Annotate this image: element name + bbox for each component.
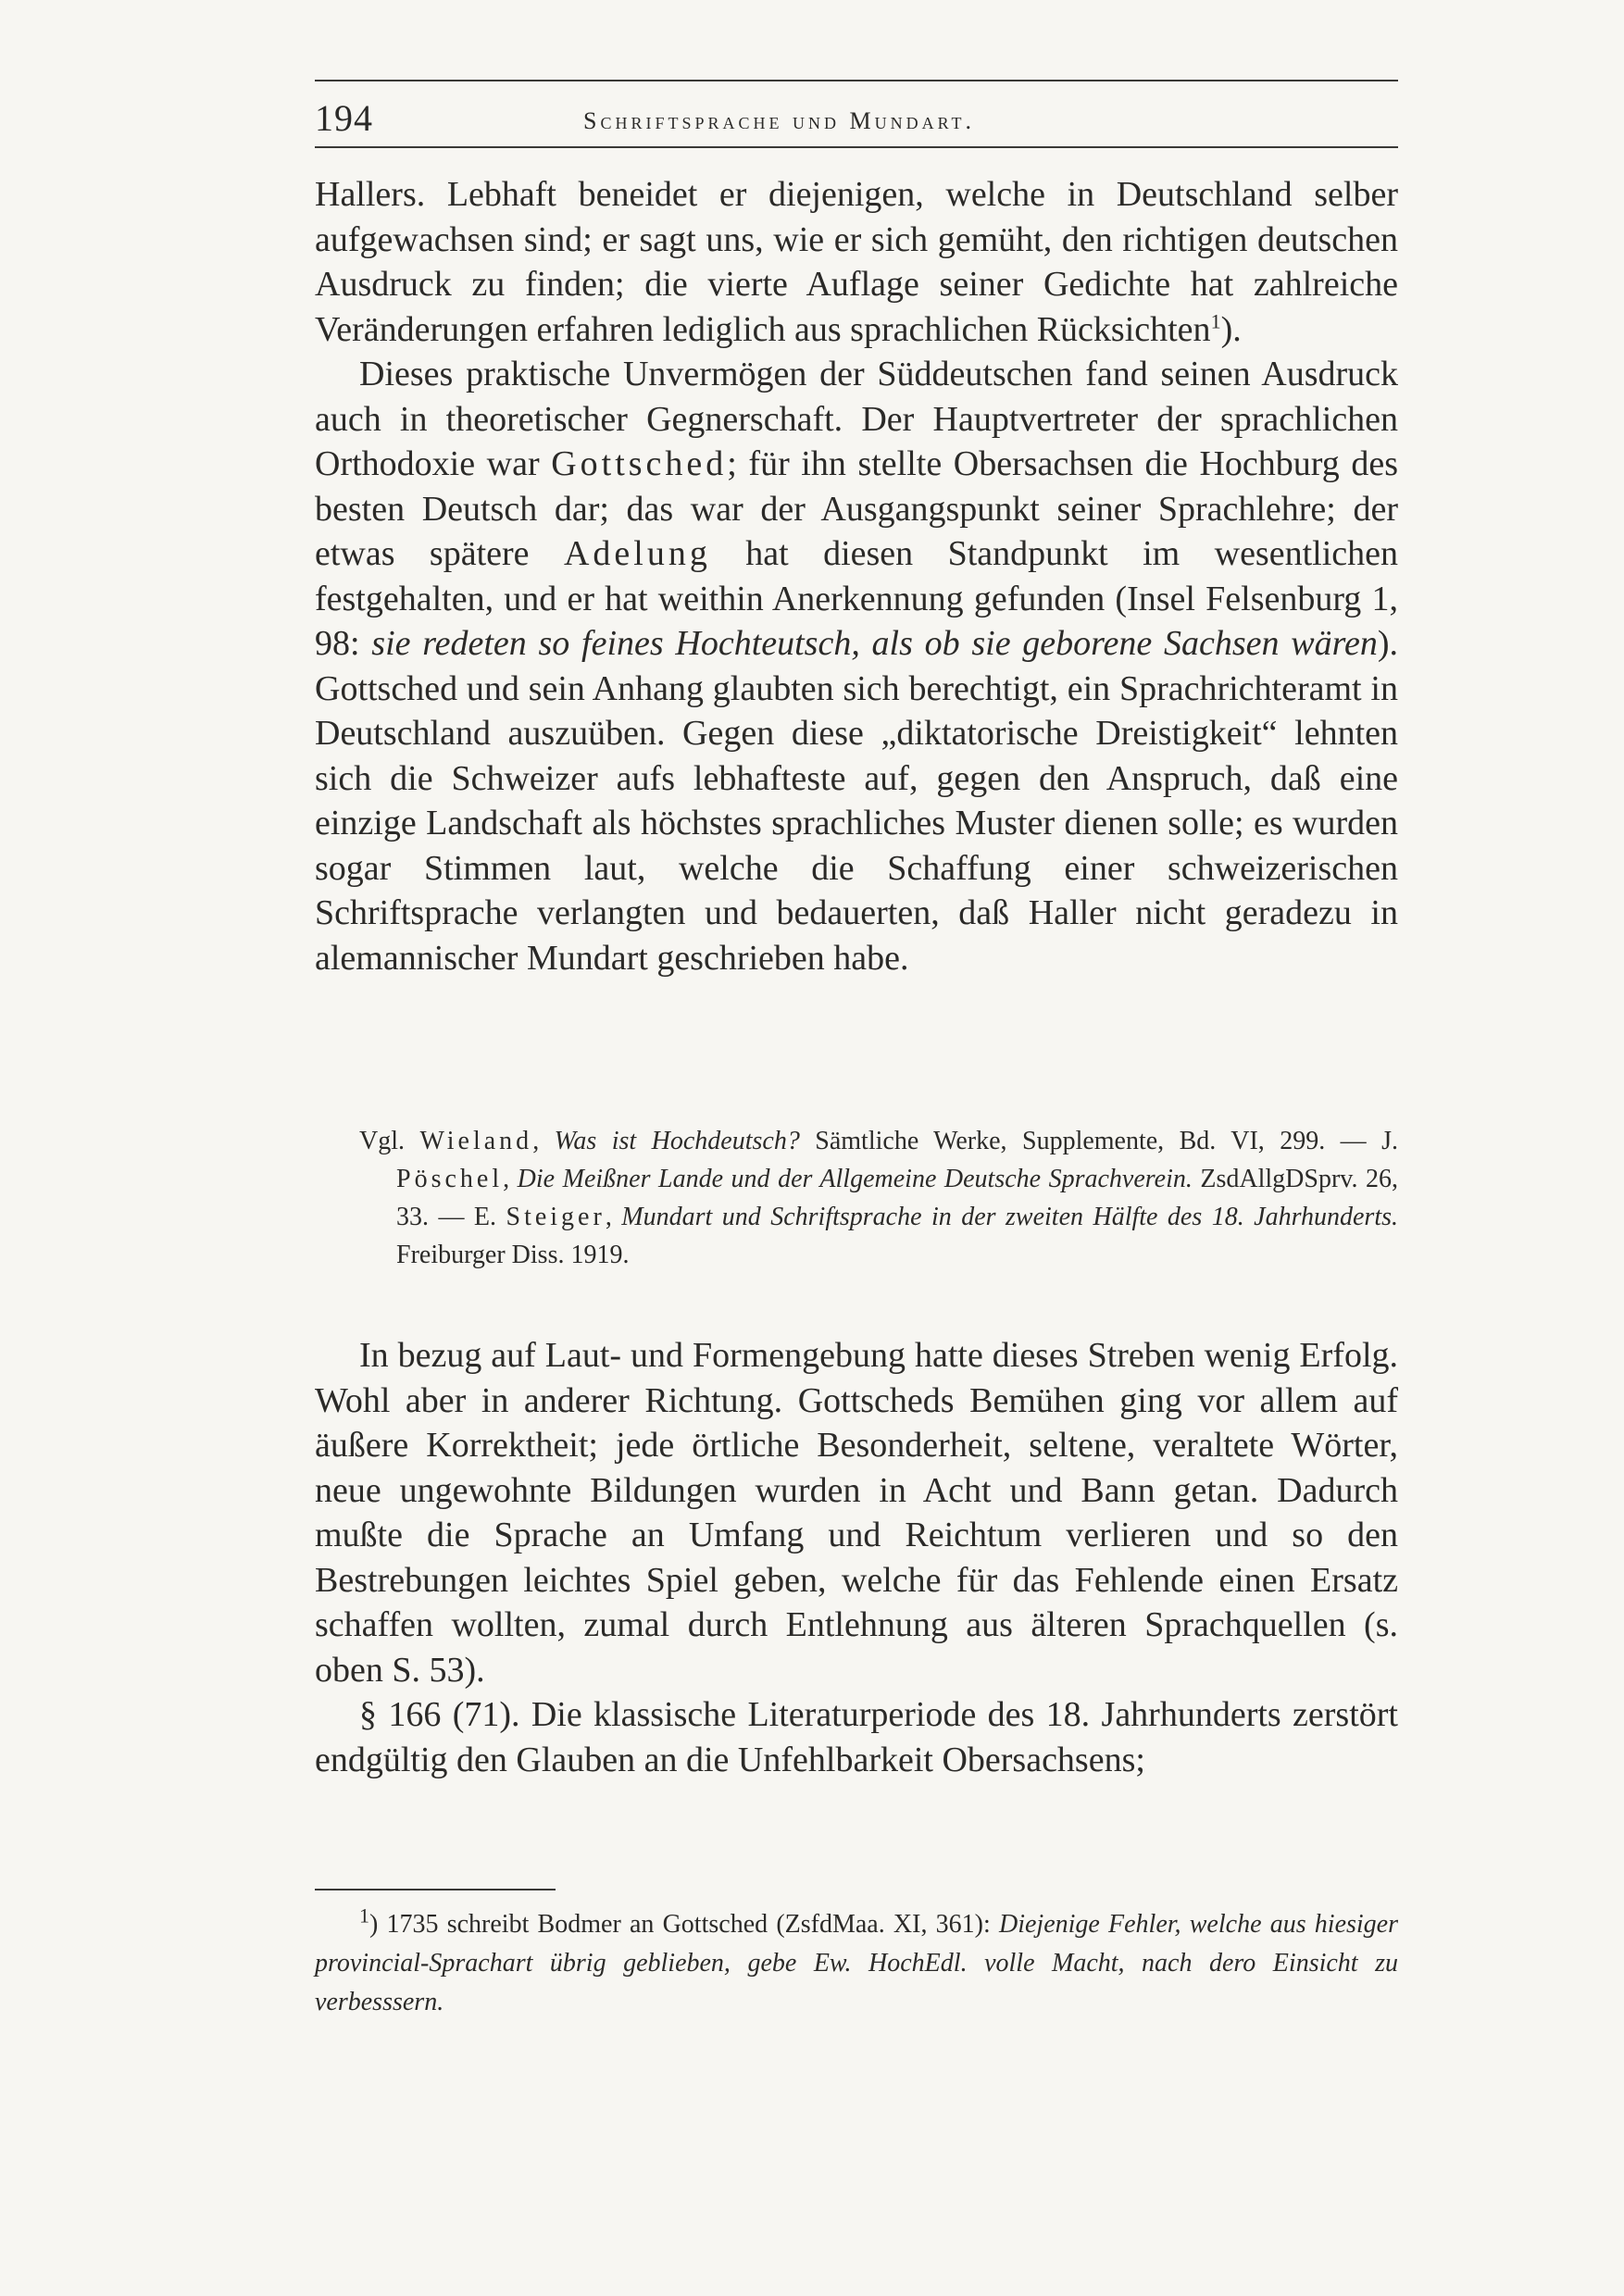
running-head	[315, 93, 1398, 141]
footnote: $^1$) 1735 schreibt Bodmer an Gottsched (ZsfdMaa. XI, 361): Diejenige Fehler, welche aus hiesiger provincial-Sprachart übrig geblieben, gebe Ew. HochEdl. volle Macht, nach dero Einsicht zu verbesssern.	[315, 1903, 1398, 2016]
name-gottsched: Gottsched	[551, 444, 728, 483]
paragraph-section-166: § 166 (71). Die klassische Literaturperiode des 18. Jahrhunderts zerstört endgültig den Glauben an die Unfehlbarkeit Obersachsens;	[315, 1695, 1398, 1779]
paragraph-gottsched: Dieses praktische Unvermögen der Süddeutschen fand seinen Ausdruck auch in theoretischer Gegnerschaft. Der Hauptvertreter der sprachlichen Orthodoxie war Gottsched; für ihn stellte Obersachsen die Hochburg des besten Deutsch dar; das war der Ausgangspunkt seiner Sprachlehre; der etwas spätere Adelung hat diesen Standpunkt im wesentlichen festgehalten, und er hat weithin Anerkennung gefunden (Insel Felsenburg 1, 98: sie redeten so feines Hochteutsch, als ob sie geborene Sachsen wären). Gottsched und sein Anhang glaubten sich berechtigt, ein Sprachrichteramt in Deutschland auszuüben. Gegen diese „diktatorische Dreistigkeit“ lehnten sich die Schweizer aufs lebhafteste auf, gegen den Anspruch, daß eine einzige Landschaft als höchstes sprachliches Muster dienen solle; es wurden sogar Stimmen laut, welche die Schaffung einer schweizerischen Schriftsprache verlangten und bedauerten, daß Haller nicht geradezu in alemannischer Mundart geschrieben habe.	[315, 355, 1398, 978]
body-text-lower	[315, 1333, 1398, 1782]
page-number: 194	[315, 97, 373, 139]
body-text-upper	[315, 172, 1398, 980]
name-adelung: Adelung	[563, 534, 711, 573]
paragraph-formengebung: In bezug auf Laut- und Formengebung hatte dieses Streben wenig Erfolg. Wohl aber in anderer Richtung. Gottscheds Bemühen ging vor allem auf äußere Korrektheit; jede örtliche Besonderheit, seltene, veraltete Wörter, neue ungewohnte Bildungen wurden in Acht und Bann getan. Dadurch mußte die Sprache an Umfang und Reichtum verlieren und so den Bestrebungen leichtes Spiel geben, welche für das Fehlende einen Ersatz schaffen wollten, zumal durch Entlehnung aus älteren Sprachquellen (s. oben S. 53).	[315, 1336, 1398, 1690]
header-rule	[315, 146, 1398, 148]
footnote-rule	[315, 1889, 556, 1890]
footnote-marker: 1	[1210, 308, 1221, 332]
footnote-quote: Diejenige Fehler, welche aus hiesiger provincial-Sprachart übrig geblieben, gebe Ew. HochEdl. volle Macht, nach dero Einsicht zu verbesssern.	[315, 1910, 1398, 2016]
quote-insel-felsenburg: sie redeten so feines Hochteutsch, als ob sie geborene Sachsen wären	[371, 624, 1378, 663]
top-rule	[315, 80, 1398, 81]
reference-block: Vgl. Wieland, Was ist Hochdeutsch? Sämtliche Werke, Supplemente, Bd. VI, 299. — J. Pöschel, Die Meißner Lande und der Allgemeine Deutsche Sprachverein. ZsdAllgDSprv. 26, 33. — E. Steiger, Mundart und Schriftsprache in der zweiten Hälfte des 18. Jahrhunderts. Freiburger Diss. 1919.	[359, 1127, 1399, 1269]
running-title: Schriftsprache und Mundart.	[583, 107, 976, 134]
paragraph-hallers: Hallers. Lebhaft beneidet er diejenigen, welche in Deutschland selber aufgewachsen sind; er sagt uns, wie er sich gemüht, den richtigen deutschen Ausdruck zu finden; die vierte Auflage seiner Gedichte hat zahlreiche Veränderungen erfahren lediglich aus sprachlichen Rücksichten$^1$).	[315, 175, 1398, 349]
footnote-number: 1	[359, 1903, 369, 1928]
